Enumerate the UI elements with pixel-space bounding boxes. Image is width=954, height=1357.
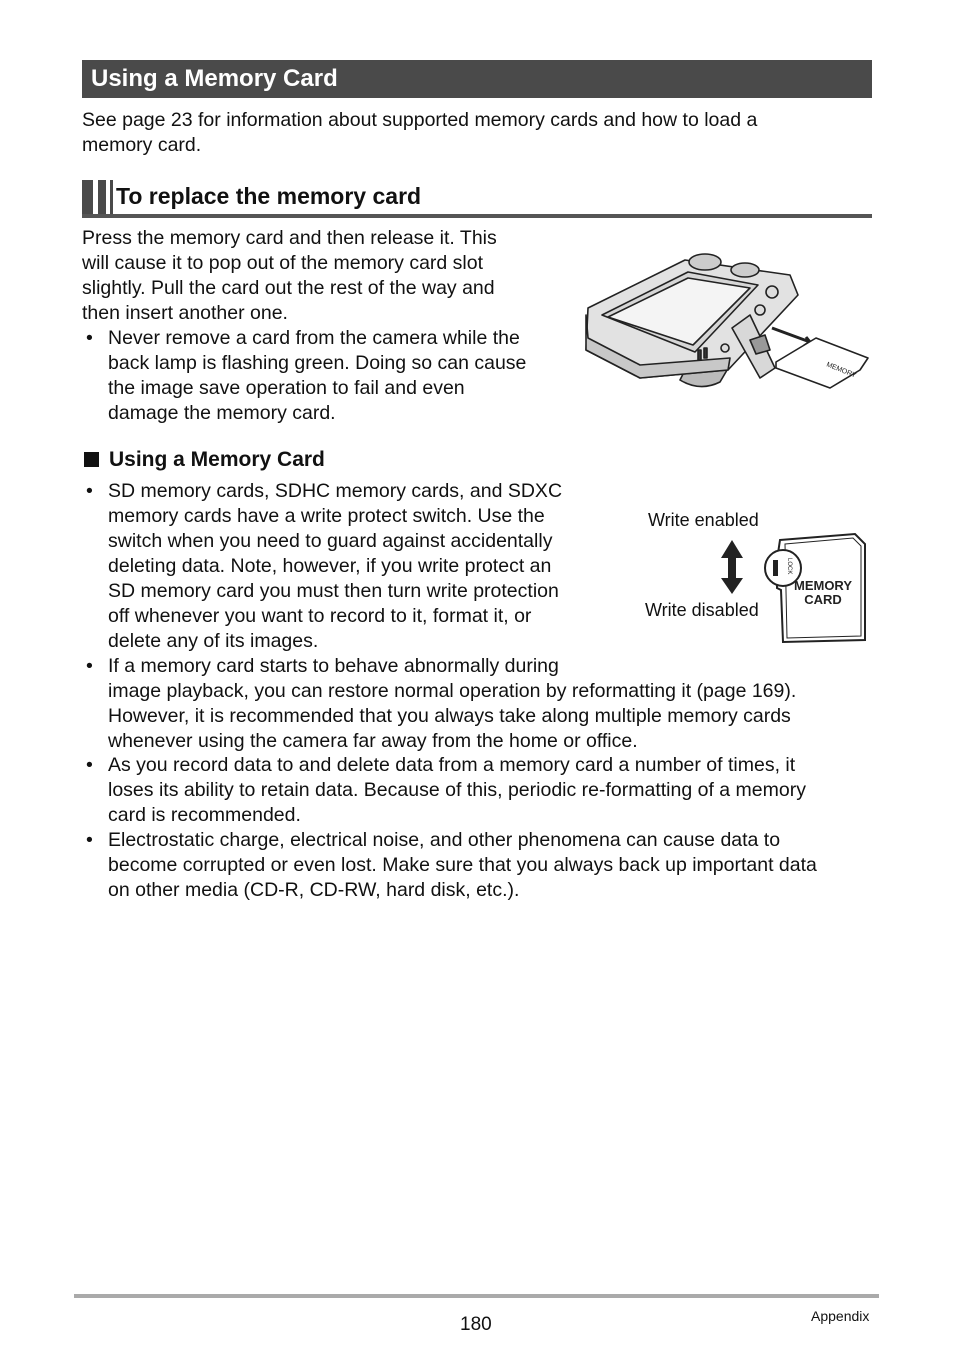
sd-card-lock-illustration [715,530,875,648]
paragraph-line: slightly. Pull the card out the rest of the way and [82,277,495,299]
heading-mark [110,180,113,215]
bullet-line: Electrostatic charge, electrical noise, and other phenomena can cause data to [108,829,781,851]
lock-switch-icon [773,560,778,576]
paragraph-line: Press the memory card and then release it. This [82,227,497,249]
bullet-text [108,654,796,754]
lock-label: LOCK [786,558,792,575]
intro-text [82,108,757,158]
bullet-dot: • [86,829,93,851]
double-arrow-icon [721,540,743,594]
card-text-line1: MEMORY [793,578,853,593]
bullet-line: back lamp is flashing green. Doing so can cause [108,352,527,374]
bullet-line: SD memory card you must then turn write protection [108,580,559,602]
bullet-line: image playback, you can restore normal operation by reformatting it (page 169). [108,680,797,702]
heading-rule [82,214,872,218]
bullet-line: loses its ability to retain data. Because of this, periodic re-formatting of a memory [108,779,806,801]
subsection-heading [84,448,325,472]
bullet-line: delete any of its images. [108,630,319,652]
bullet-line: card is recommended. [108,804,301,826]
footer-rule [74,1294,879,1298]
bullet-line: switch when you need to guard against accidentally [108,530,553,552]
bullet-line: Never remove a card from the camera while the [108,327,520,349]
bullet-dot: • [86,480,93,502]
square-marker-icon [84,452,99,467]
subsection-title: Using a Memory Card [109,448,325,471]
heading-mark [82,180,93,215]
bullet-text [108,326,526,426]
bullet-text [108,479,562,654]
bullet-text [108,753,806,828]
card-label: MEMORY [825,361,857,380]
paragraph-line: will cause it to pop out of the memory card slot [82,252,484,274]
bullet-line: damage the memory card. [108,402,336,424]
page-number: 180 [460,1314,492,1335]
bullet-line: If a memory card starts to behave abnormally during [108,655,559,677]
section-title: Using a Memory Card [91,65,338,92]
bullet-dot: • [86,754,93,776]
paragraph-line: then insert another one. [82,302,288,324]
bullet-line: SD memory cards, SDHC memory cards, and SDXC [108,480,563,502]
write-disabled-label: Write disabled [645,600,759,620]
bullet-line: deleting data. Note, however, if you write protect an [108,555,552,577]
subheading-replace [82,180,872,218]
bullet-line: memory cards have a write protect switch. Use the [108,505,545,527]
camera-card-illustration [580,240,872,395]
card-text-line2: CARD [804,592,842,607]
footer-section-label: Appendix [811,1308,870,1324]
write-enabled-label: Write enabled [648,510,759,530]
section-title-bar [82,60,872,98]
bullet-text [108,828,817,903]
bullet-dot: • [86,655,93,677]
bullet-line: become corrupted or even lost. Make sure that you always back up important data [108,854,817,876]
heading-mark [98,180,106,215]
bullet-line: However, it is recommended that you always take along multiple memory cards [108,705,791,727]
bullet-line: As you record data to and delete data from a memory card a number of times, it [108,754,796,776]
bullet-dot: • [86,327,93,349]
bullet-line: the image save operation to fail and even [108,377,465,399]
intro-line: memory card. [82,134,202,156]
bullet-line: on other media (CD-R, CD-RW, hard disk, etc.). [108,879,520,901]
replace-paragraph [82,226,497,326]
bullet-line: off whenever you want to record to it, format it, or [108,605,532,627]
subheading-title: To replace the memory card [116,183,422,209]
intro-line: See page 23 for information about supported memory cards and how to load a [82,109,758,131]
bullet-line: whenever using the camera far away from the home or office. [108,730,638,752]
